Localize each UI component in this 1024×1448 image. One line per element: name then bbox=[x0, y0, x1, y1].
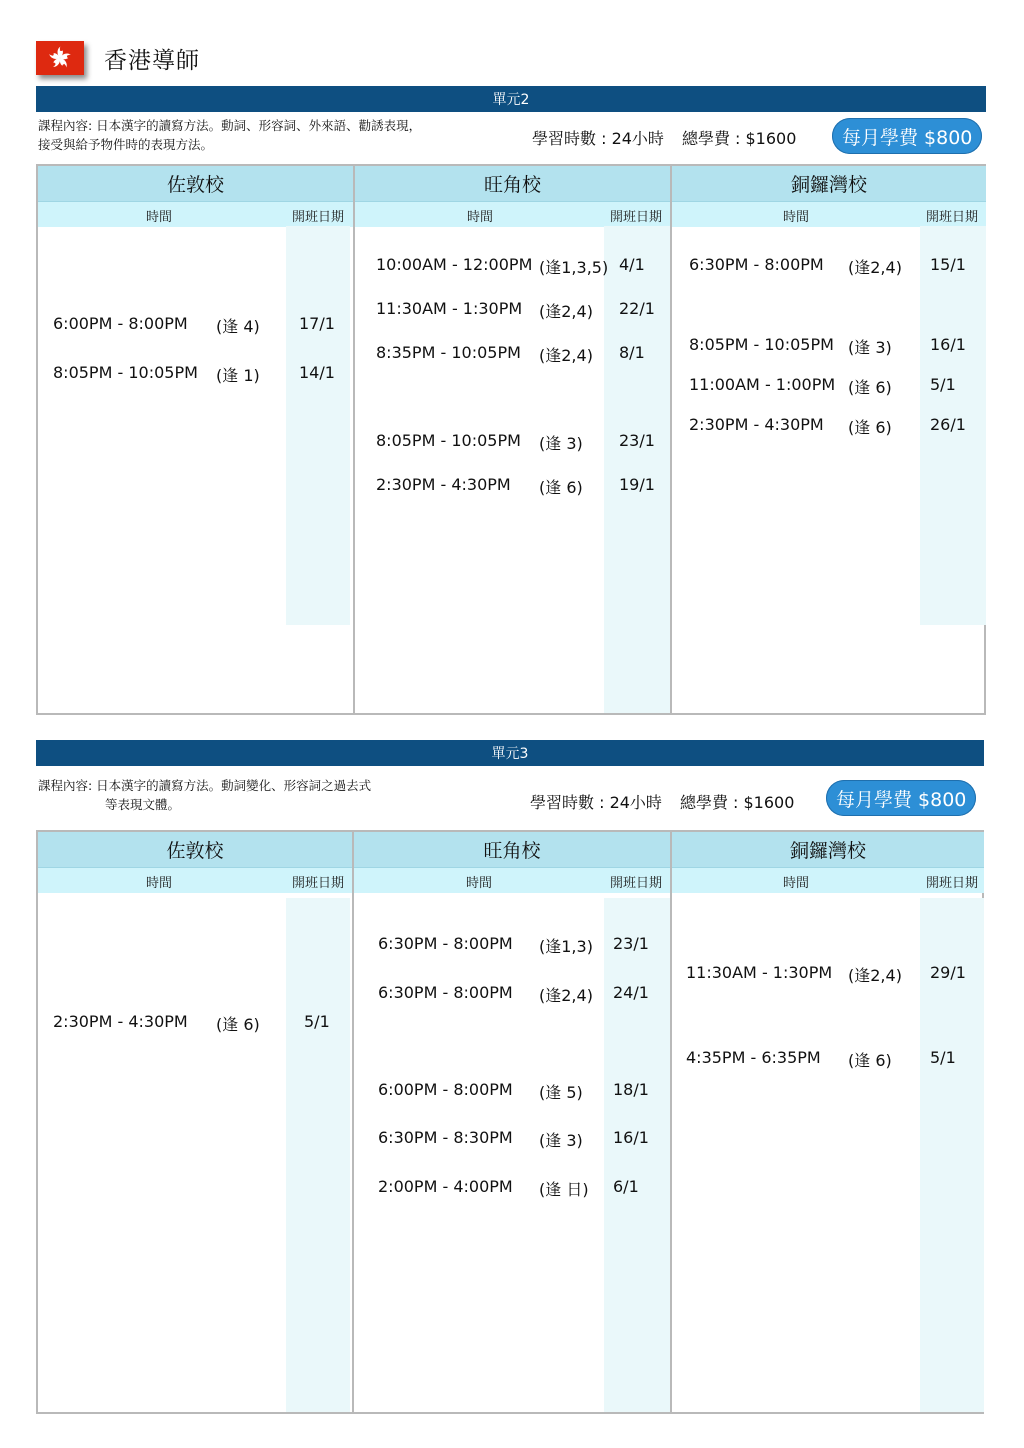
time-column-label: 時間 bbox=[146, 210, 173, 225]
session-days: (逢 4) bbox=[216, 317, 260, 336]
course-description bbox=[38, 116, 421, 154]
course-description-line-1: 課程內容: 日本漢字的讀寫方法。動詞變化、形容詞之過去式 bbox=[38, 778, 372, 793]
page-title: 香港導師 bbox=[104, 47, 200, 74]
session-days: (逢1,3,5) bbox=[539, 258, 609, 277]
time-column-label: 時間 bbox=[466, 876, 493, 891]
session-start-date: 18/1 bbox=[613, 1080, 649, 1099]
session-start-date: 29/1 bbox=[930, 963, 966, 982]
start-date-column-label: 開班日期 bbox=[292, 210, 345, 225]
session-days: (逢 日) bbox=[539, 1180, 589, 1199]
session-time: 8:35PM - 10:05PM bbox=[376, 343, 521, 362]
session-time: 6:30PM - 8:30PM bbox=[378, 1128, 513, 1147]
course-description-line-2: 等表現文體。 bbox=[105, 797, 181, 812]
monthly-fee-badge: 每月學費 $800 bbox=[832, 118, 982, 154]
session-start-date: 24/1 bbox=[613, 983, 649, 1002]
session-row bbox=[354, 1080, 670, 1102]
monthly-fee-badge: 每月學費 $800 bbox=[826, 780, 976, 816]
start-date-column-label: 開班日期 bbox=[926, 210, 979, 225]
session-start-date: 14/1 bbox=[299, 363, 335, 382]
session-days: (逢2,4) bbox=[539, 346, 593, 365]
campus-name: 銅鑼灣校 bbox=[672, 832, 984, 867]
course-description-line-2: 接受與給予物件時的表現方法。 bbox=[38, 137, 214, 152]
session-start-date: 23/1 bbox=[613, 934, 649, 953]
page-header bbox=[36, 38, 200, 78]
unit-title-bar: 單元3 bbox=[36, 740, 984, 766]
session-time: 6:30PM - 8:00PM bbox=[689, 255, 824, 274]
session-row bbox=[38, 1012, 352, 1034]
campus-column-causeway-bay bbox=[670, 832, 984, 1412]
session-start-date: 16/1 bbox=[613, 1128, 649, 1147]
session-start-date: 15/1 bbox=[930, 255, 966, 274]
session-row bbox=[672, 963, 984, 985]
session-row bbox=[354, 1177, 670, 1199]
course-description-line-1: 課程內容: 日本漢字的讀寫方法。動詞、形容詞、外來語、勸誘表現， bbox=[38, 118, 422, 133]
session-row bbox=[354, 983, 670, 1005]
session-time: 10:00AM - 12:00PM bbox=[376, 255, 533, 274]
time-column-label: 時間 bbox=[783, 876, 810, 891]
session-time: 6:00PM - 8:00PM bbox=[53, 314, 188, 333]
session-days: (逢1,3) bbox=[539, 937, 593, 956]
unit-title-bar: 單元2 bbox=[36, 86, 986, 112]
total-fee: 總學費 : $1600 bbox=[681, 129, 797, 148]
campus-name: 佐敦校 bbox=[38, 166, 353, 201]
session-days: (逢 6) bbox=[539, 478, 583, 497]
session-days: (逢 6) bbox=[216, 1015, 260, 1034]
hong-kong-flag-icon bbox=[36, 41, 84, 75]
session-days: (逢2,4) bbox=[539, 302, 593, 321]
session-start-date: 5/1 bbox=[304, 1012, 330, 1031]
session-start-date: 26/1 bbox=[930, 415, 966, 434]
session-time: 6:30PM - 8:00PM bbox=[378, 934, 513, 953]
session-time: 8:05PM - 10:05PM bbox=[376, 431, 521, 450]
course-meta bbox=[530, 790, 794, 813]
session-row bbox=[355, 255, 670, 277]
session-days: (逢2,4) bbox=[539, 986, 593, 1005]
start-date-column-background bbox=[604, 898, 670, 1412]
session-days: (逢2,4) bbox=[848, 258, 902, 277]
campus-name: 旺角校 bbox=[355, 166, 670, 201]
column-subheader bbox=[354, 867, 670, 893]
session-time: 4:35PM - 6:35PM bbox=[686, 1048, 821, 1067]
session-row bbox=[355, 299, 670, 321]
session-days: (逢 5) bbox=[539, 1083, 583, 1102]
session-days: (逢2,4) bbox=[848, 966, 902, 985]
session-time: 2:30PM - 4:30PM bbox=[689, 415, 824, 434]
start-date-column-label: 開班日期 bbox=[610, 210, 663, 225]
session-time: 6:00PM - 8:00PM bbox=[378, 1080, 513, 1099]
campus-name: 佐敦校 bbox=[38, 832, 352, 867]
study-hours: 學習時數 : 24小時 bbox=[530, 793, 662, 812]
campus-column-causeway-bay bbox=[670, 166, 986, 713]
session-days: (逢 3) bbox=[539, 434, 583, 453]
session-time: 6:30PM - 8:00PM bbox=[378, 983, 513, 1002]
course-info bbox=[36, 112, 986, 164]
session-time: 2:30PM - 4:30PM bbox=[53, 1012, 188, 1031]
time-column-label: 時間 bbox=[146, 876, 173, 891]
session-row bbox=[672, 335, 986, 357]
schedule-table bbox=[36, 164, 986, 715]
session-start-date: 5/1 bbox=[930, 1048, 956, 1067]
total-fee: 總學費 : $1600 bbox=[679, 793, 795, 812]
session-row bbox=[355, 431, 670, 453]
session-days: (逢 1) bbox=[216, 366, 260, 385]
course-unit-3 bbox=[36, 740, 984, 1414]
session-start-date: 4/1 bbox=[619, 255, 645, 274]
session-days: (逢 6) bbox=[848, 378, 892, 397]
column-subheader bbox=[38, 867, 352, 893]
session-start-date: 23/1 bbox=[619, 431, 655, 450]
session-row bbox=[672, 375, 986, 397]
course-info bbox=[36, 766, 984, 830]
session-time: 11:30AM - 1:30PM bbox=[376, 299, 523, 318]
session-row bbox=[672, 255, 986, 277]
column-subheader bbox=[38, 201, 353, 227]
time-column-label: 時間 bbox=[467, 210, 494, 225]
schedule-table bbox=[36, 830, 984, 1414]
session-start-date: 22/1 bbox=[619, 299, 655, 318]
campus-name: 旺角校 bbox=[354, 832, 670, 867]
session-days: (逢 3) bbox=[848, 338, 892, 357]
session-row bbox=[355, 475, 670, 497]
session-time: 8:05PM - 10:05PM bbox=[53, 363, 198, 382]
column-subheader bbox=[672, 201, 986, 227]
course-description bbox=[38, 776, 371, 814]
session-time: 2:30PM - 4:30PM bbox=[376, 475, 511, 494]
time-column-label: 時間 bbox=[783, 210, 810, 225]
campus-column-jordan bbox=[38, 166, 353, 713]
start-date-column-label: 開班日期 bbox=[926, 876, 979, 891]
campus-column-mongkok bbox=[352, 832, 670, 1412]
session-start-date: 16/1 bbox=[930, 335, 966, 354]
session-start-date: 8/1 bbox=[619, 343, 645, 362]
session-start-date: 6/1 bbox=[613, 1177, 639, 1196]
session-start-date: 17/1 bbox=[299, 314, 335, 333]
campus-name: 銅鑼灣校 bbox=[672, 166, 986, 201]
campus-column-mongkok bbox=[353, 166, 670, 713]
session-time: 11:30AM - 1:30PM bbox=[686, 963, 833, 982]
session-days: (逢 3) bbox=[539, 1131, 583, 1150]
session-row bbox=[38, 363, 353, 385]
session-row bbox=[354, 934, 670, 956]
start-date-column-background bbox=[286, 898, 350, 1412]
column-subheader bbox=[672, 867, 984, 893]
start-date-column-label: 開班日期 bbox=[610, 876, 663, 891]
session-days: (逢 6) bbox=[848, 1051, 892, 1070]
start-date-column-background bbox=[286, 226, 350, 625]
session-start-date: 19/1 bbox=[619, 475, 655, 494]
start-date-column-label: 開班日期 bbox=[292, 876, 345, 891]
session-row bbox=[38, 314, 353, 336]
session-row bbox=[672, 415, 986, 437]
column-subheader bbox=[355, 201, 670, 227]
course-unit-2 bbox=[36, 86, 986, 715]
session-days: (逢 6) bbox=[848, 418, 892, 437]
session-row bbox=[354, 1128, 670, 1150]
session-time: 2:00PM - 4:00PM bbox=[378, 1177, 513, 1196]
session-time: 11:00AM - 1:00PM bbox=[689, 375, 836, 394]
study-hours: 學習時數 : 24小時 bbox=[532, 129, 664, 148]
session-row bbox=[672, 1048, 984, 1070]
session-time: 8:05PM - 10:05PM bbox=[689, 335, 834, 354]
campus-column-jordan bbox=[38, 832, 352, 1412]
session-row bbox=[355, 343, 670, 365]
session-start-date: 5/1 bbox=[930, 375, 956, 394]
course-meta bbox=[532, 126, 796, 149]
